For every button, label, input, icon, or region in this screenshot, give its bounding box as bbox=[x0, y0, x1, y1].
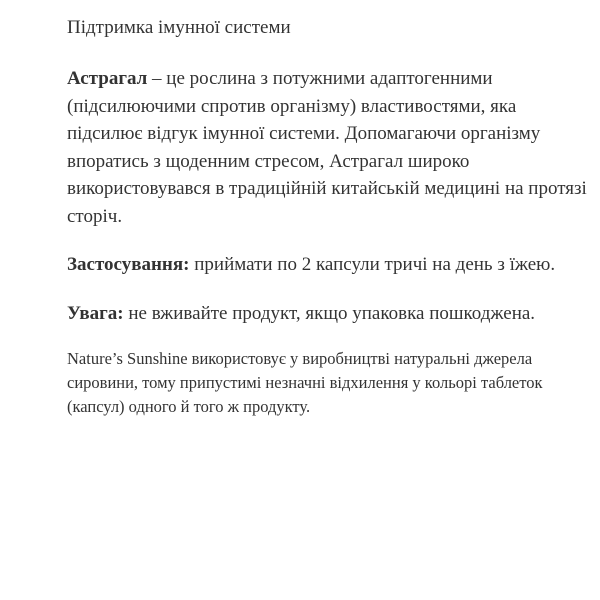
usage-label: Застосування: bbox=[67, 254, 190, 275]
usage-paragraph bbox=[67, 251, 587, 279]
description-paragraph bbox=[67, 65, 587, 230]
warning-text: не вживайте продукт, якщо упаковка пошкоджена. bbox=[123, 302, 536, 324]
warning-paragraph bbox=[67, 300, 587, 328]
usage-text: приймати по 2 капсули тричі на день з їжею. bbox=[189, 254, 556, 275]
disclaimer-note: Nature’s Sunshine використовує у виробництві натуральні джерела сировини, тому припустимі незначні відхилення у кольорі таблеток (капсул) одного й того ж продукту. bbox=[67, 349, 543, 416]
product-info bbox=[67, 14, 587, 419]
warning-label: Увага: bbox=[67, 302, 124, 324]
description-text: – це рослина з потужними адаптогенними (підсилюючими спротив організму) властивостями, яка підсилює відгук імунної системи. Допомагаючи організму впоратись з щоденним стресом, Астрагал широко використовувався в традиційній китайській медицині на протязі сторіч. bbox=[67, 68, 587, 227]
description-label: Астрагал bbox=[67, 68, 148, 89]
section-heading: Підтримка імунної системи bbox=[67, 17, 291, 38]
